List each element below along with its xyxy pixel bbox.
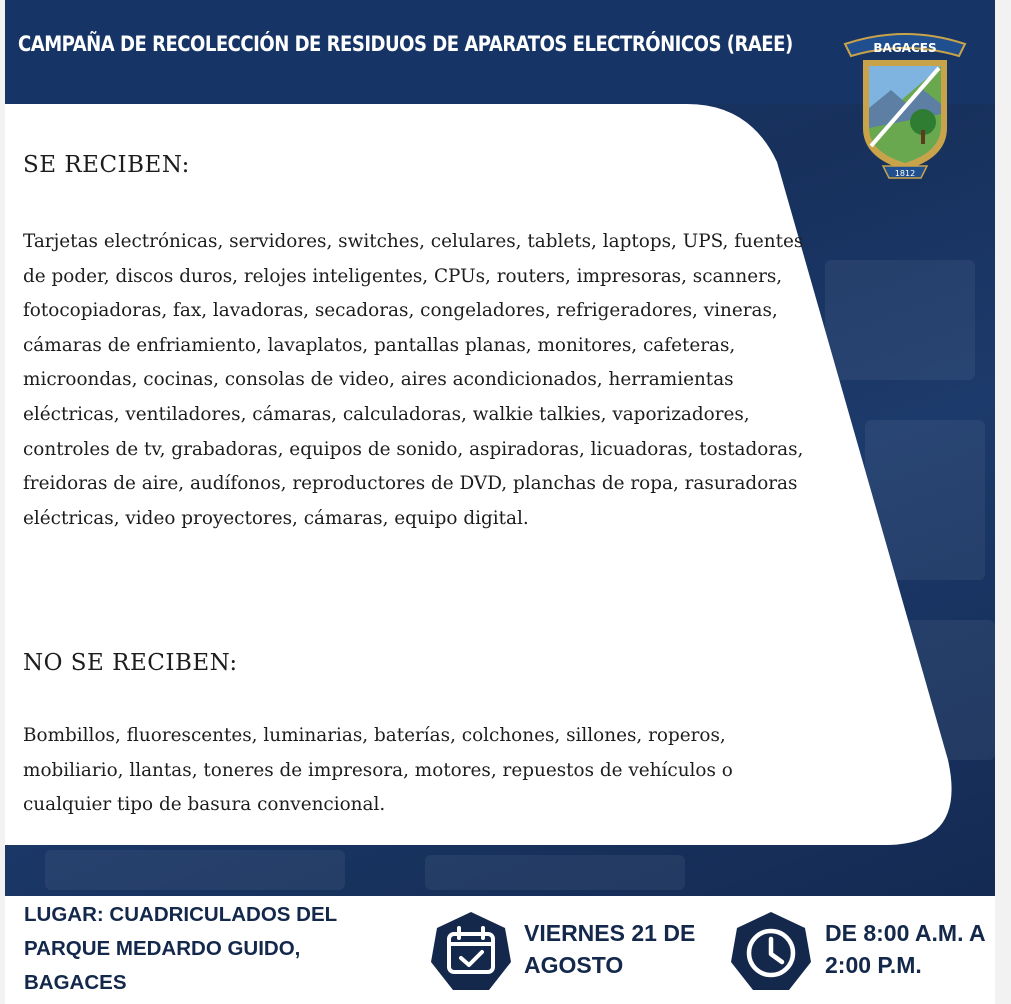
clock-icon [729, 910, 813, 994]
event-location: LUGAR: CUADRICULADOS DEL PARQUE MEDARDO GUIDO, BAGACES [24, 903, 337, 994]
rejected-items-text: Bombillos, fluorescentes, luminarias, baterías, colchones, sillones, roperos, mobiliario, llantas, toneres de impresora, motores, repuestos de vehículos o cualquier tipo de basura convencional. [23, 725, 733, 816]
accepted-items-text: Tarjetas electrónicas, servidores, switches, celulares, tablets, laptops, UPS, fuentes de poder, discos duros, relojes inteligentes, CPUs, routers, impresoras, scanners, fotocopiadoras, fax, lavadoras, secadoras, congeladores, refrigeradores, vineras, cámaras de enfriamiento, lavaplatos, pantallas planas, monitores, cafeteras, microondas, cocinas, consolas de video, aires acondicionados, herramientas eléctricas, ventiladores, cámaras, calculadoras, walkie talkies, vaporizadores, controles de tv, grabadoras, equipos de sonido, aspiradoras, licuadoras, tostadoras, freidoras de aire, audífonos, reproductores de DVD, planchas de ropa, rasuradoras eléctricas, video proyectores, cámaras, equipo digital. [23, 231, 804, 529]
event-time: DE 8:00 A.M. A 2:00 P.M. [825, 920, 985, 978]
accepted-heading: SE RECIBEN: [23, 152, 190, 178]
rejected-heading: NO SE RECIBEN: [23, 650, 238, 676]
poster [5, 0, 995, 1004]
page-title: CAMPAÑA DE RECOLECCIÓN DE RESIDUOS DE APARATOS ELECTRÓNICOS (RAEE) [18, 32, 793, 56]
calendar-check-icon [429, 910, 513, 994]
emblem-year: 1812 [894, 169, 916, 178]
municipal-shield-icon [841, 18, 969, 188]
event-footer [5, 896, 995, 1004]
event-date: VIERNES 21 DE AGOSTO [524, 920, 696, 978]
emblem-top-text: BAGACES [873, 41, 937, 55]
